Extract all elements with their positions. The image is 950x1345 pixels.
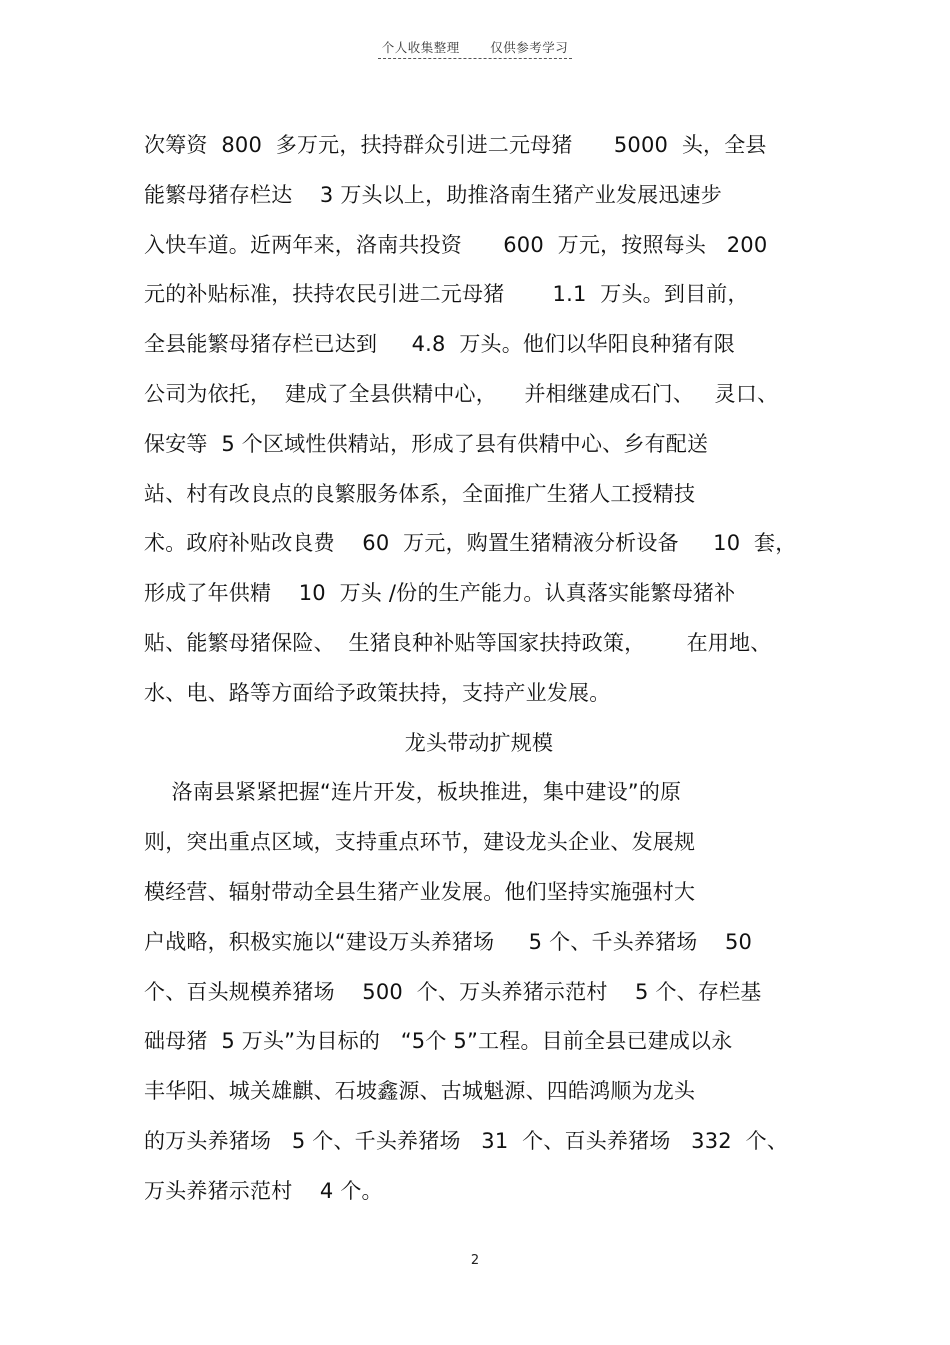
body-line: 的万头养猪场 5 个、千头养猪场 31 个、百头养猪场 332 个、: [144, 1128, 789, 1153]
body-line: 个、百头规模养猪场 500 个、万头养猪示范村 5 个、存栏基: [144, 979, 762, 1004]
body-line: 形成了年供精 10 万头 /份的生产能力。认真落实能繁母猪补: [144, 581, 736, 606]
body-line: 公司为依托， 建成了全县供精中心， 并相继建成石门、 灵口、: [144, 381, 779, 406]
document-body: [144, 121, 824, 1217]
body-line: 万头养猪示范村 4 个。: [144, 1178, 383, 1203]
body-line: 丰华阳、城关雄麒、石坡鑫源、古城魁源、四皓鸿顺为龙头: [144, 1079, 696, 1104]
body-line: 元的补贴标准，扶持农民引进二元母猪 1.1 万头。到目前，: [144, 282, 749, 307]
body-line: 户战略，积极实施以“建设万头养猪场 5 个、千头养猪场 50: [144, 929, 753, 954]
page-number: 2: [470, 1253, 480, 1268]
header-text: [378, 38, 573, 59]
section-heading: 龙头带动扩规模: [404, 730, 554, 755]
body-line: 次筹资 800 多万元，扶持群众引进二元母猪 5000 头，全县: [144, 133, 767, 157]
header-right-text: 仅供参考学习: [490, 40, 569, 55]
header-left-text: 个人收集整理: [381, 40, 460, 55]
body-line: 水、电、路等方面给予政策扶持，支持产业发展。: [144, 680, 611, 705]
body-line: 础母猪 5 万头”为目标的 “5个 5”工程。目前全县已建成以永: [144, 1029, 733, 1054]
body-line: 模经营、辐射带动全县生猪产业发展。他们坚持实施强村大: [144, 879, 696, 904]
page-header: [0, 38, 950, 59]
body-line: 洛南县紧紧把握“连片开发，板块推进，集中建设”的原: [144, 780, 682, 805]
body-line: 术。政府补贴改良费 60 万元，购置生猪精液分析设备 10 套，: [144, 531, 797, 556]
body-line: 保安等 5 个区域性供精站，形成了县有供精中心、乡有配送: [144, 431, 709, 456]
body-line: 站、村有改良点的良繁服务体系，全面推广生猪人工授精技: [144, 481, 696, 506]
body-line: 贴、能繁母猪保险、 生猪良种补贴等国家扶持政策， 在用地、: [144, 630, 772, 655]
body-line: 则，突出重点区域，支持重点环节，建设龙头企业、发展规: [144, 830, 696, 855]
body-line: 全县能繁母猪存栏已达到 4.8 万头。他们以华阳良种猪有限: [144, 332, 735, 357]
body-line: 入快车道。近两年来，洛南共投资 600 万元，按照每头 200: [144, 232, 768, 257]
body-line: 能繁母猪存栏达 3 万头以上，助推洛南生猪产业发展迅速步: [144, 182, 722, 207]
